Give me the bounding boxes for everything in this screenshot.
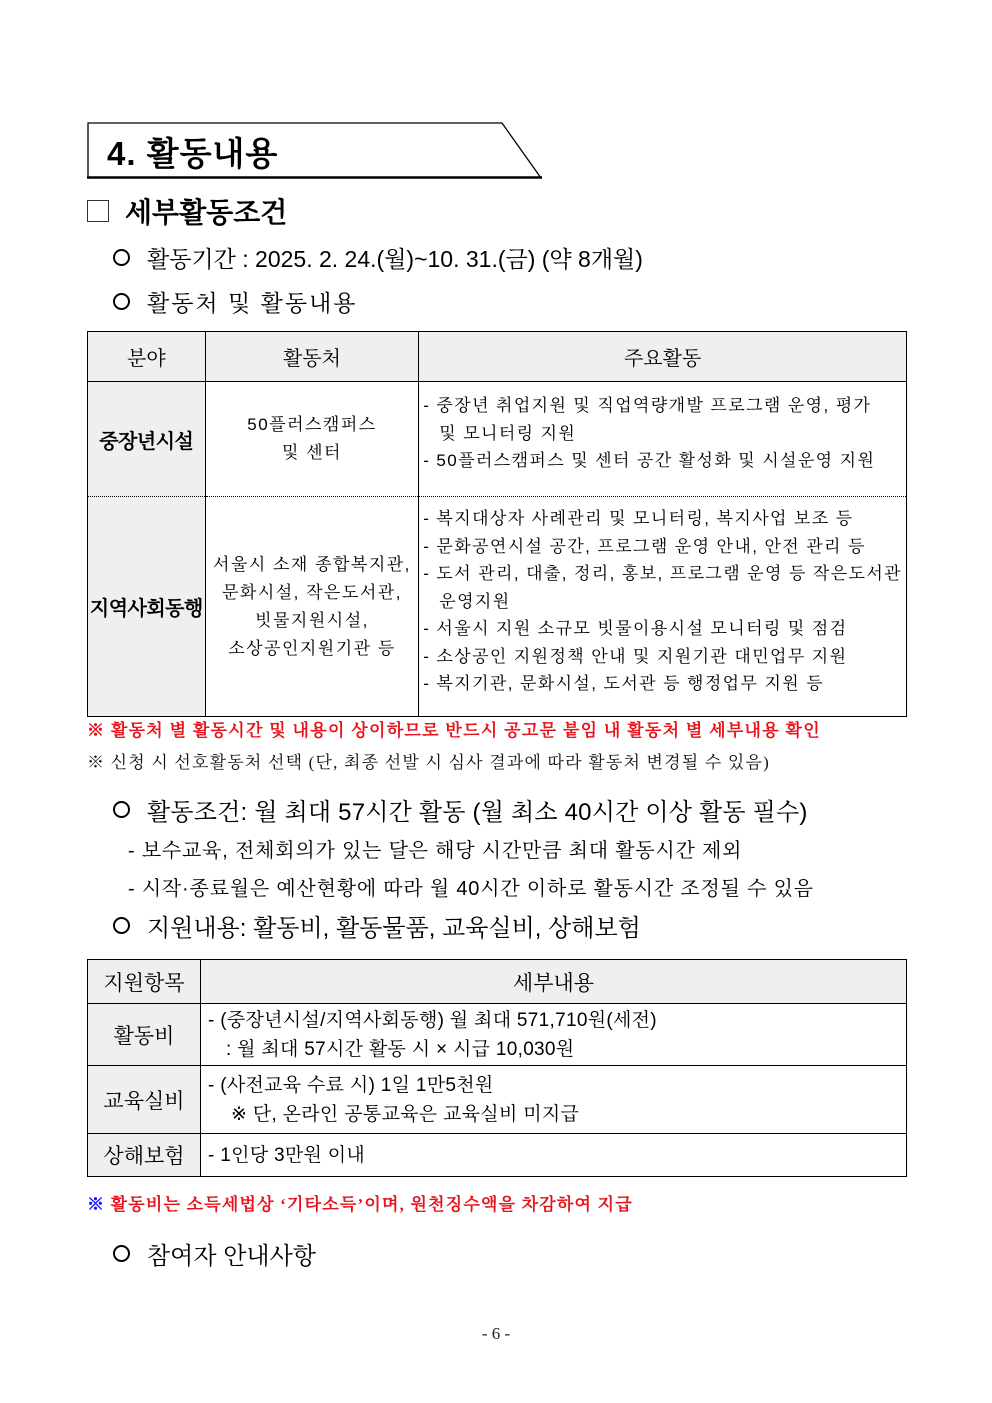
support-detail-cell [201, 1134, 907, 1177]
support-text: 지원내용: 활동비, 활동물품, 교육실비, 상해보험 [147, 915, 641, 942]
header-item: 지원항목 [88, 960, 201, 1004]
page-number: - 6 - [481, 1324, 511, 1343]
tax-note-text: 활동비는 소득세법상 ‘기타소득’이며, 원천징수액을 차감하여 지급 [105, 1195, 633, 1214]
support-item-cell: 활동비 [88, 1004, 201, 1066]
support-item-cell: 교육실비 [88, 1066, 201, 1134]
circle-bullet-icon [113, 1245, 130, 1262]
activity-item: - 중장년 취업지원 및 직업역량개발 프로그램 운영, 평가 [423, 396, 872, 415]
table-row [88, 1134, 907, 1177]
circle-bullet-icon [113, 249, 130, 266]
guide-text: 참여자 안내사항 [147, 1243, 316, 1270]
circle-bullet-icon [113, 801, 130, 818]
bullet-period [113, 241, 643, 274]
category-cell: 중장년시설 [88, 382, 206, 497]
detail-line: - (사전교육 수료 시) 1일 1만5천원 [208, 1074, 494, 1096]
circle-bullet-icon [113, 293, 130, 310]
bullet-participant-guide [113, 1236, 316, 1271]
place-line: 서울시 소재 종합복지관, [213, 554, 411, 574]
detail-line-sub: ※ 단, 온라인 공통교육은 교육실비 미지급 [231, 1103, 580, 1125]
condition-sub-item: - 보수교육, 전체회의가 있는 달은 해당 시간만큼 최대 활동시간 제외 [128, 840, 743, 862]
table-header-row [88, 960, 907, 1004]
note-check-details: ※ 활동처 별 활동시간 및 내용이 상이하므로 반드시 공고문 붙임 내 활동처 별 세부내용 확인 [87, 721, 821, 740]
bullet-support [113, 908, 641, 943]
table-row [88, 497, 907, 717]
activities-cell [419, 497, 907, 717]
activity-item: - 도서 관리, 대출, 정리, 홍보, 프로그램 운영 등 작은도서관 [423, 564, 902, 583]
table-row [88, 1004, 907, 1066]
detail-line-sub: : 월 최대 57시간 활동 시 × 시급 10,030원 [226, 1038, 575, 1060]
bullet-places [113, 285, 358, 318]
place-line: 빗물지원시설, [255, 610, 369, 630]
activity-table [87, 331, 907, 717]
activity-item: - 복지기관, 문화시설, 도서관 등 행정업무 지원 등 [423, 674, 825, 693]
activity-item: - 문화공연시설 공간, 프로그램 운영 안내, 안전 관리 등 [423, 536, 866, 556]
support-detail-cell [201, 1004, 907, 1066]
place-line: 소상공인지원기관 등 [228, 638, 396, 658]
activities-cell [419, 382, 907, 497]
detail-line: - (중장년시설/지역사회동행) 월 최대 571,710원(세전) [208, 1009, 657, 1031]
activity-item-cont: 및 모니터링 지원 [439, 423, 577, 443]
table-header-row [88, 332, 907, 382]
square-bullet-icon [87, 200, 109, 222]
section-title: 4. 활동내용 [107, 135, 279, 172]
place-line: 50플러스캠퍼스 [247, 415, 377, 434]
support-detail-cell [201, 1066, 907, 1134]
circle-bullet-icon [113, 917, 130, 934]
place-line: 및 센터 [281, 443, 342, 462]
support-table [87, 959, 907, 1177]
note-preferred-place: ※ 신청 시 선호활동처 선택 (단, 최종 선발 시 심사 결과에 따라 활동처 변경될 수 있음) [87, 753, 771, 772]
header-category: 분야 [88, 332, 206, 382]
place-cell [205, 497, 419, 717]
reference-mark-icon: ※ [87, 1195, 106, 1214]
activity-item: - 서울시 지원 소규모 빗물이용시설 모니터링 및 점검 [423, 619, 848, 638]
table-row [88, 1066, 907, 1134]
support-item-cell: 상해보험 [88, 1134, 201, 1177]
period-text: 활동기간 : 2025. 2. 24.(월)~10. 31.(금) (약 8개월) [147, 246, 643, 272]
detail-line: - 1인당 3만원 이내 [208, 1144, 366, 1166]
activity-item: - 50플러스캠퍼스 및 센터 공간 활성화 및 시설운영 지원 [423, 451, 876, 470]
category-cell: 지역사회동행 [88, 497, 206, 717]
bullet-conditions [113, 792, 808, 827]
condition-sub-item: - 시작·종료월은 예산현황에 따라 월 40시간 이하로 활동시간 조정될 수 있음 [128, 878, 814, 900]
place-line: 문화시설, 작은도서관, [221, 582, 402, 602]
places-text: 활동처 및 활동내용 [147, 290, 358, 316]
subsection-title: 세부활동조건 [125, 197, 288, 228]
activity-item-cont: 운영지원 [439, 591, 511, 611]
header-details: 세부내용 [201, 960, 907, 1004]
table-row [88, 382, 907, 497]
header-activities: 주요활동 [419, 332, 907, 382]
subsection-heading [87, 191, 287, 231]
note-tax [87, 1190, 633, 1215]
header-place: 활동처 [205, 332, 419, 382]
section-title-box [87, 122, 541, 178]
conditions-text: 활동조건: 월 최대 57시간 활동 (월 최소 40시간 이상 활동 필수) [147, 799, 808, 826]
activity-item: - 소상공인 지원정책 안내 및 지원기관 대민업무 지원 [423, 646, 848, 666]
activity-item: - 복지대상자 사례관리 및 모니터링, 복지사업 보조 등 [423, 509, 854, 528]
place-cell [205, 382, 419, 497]
